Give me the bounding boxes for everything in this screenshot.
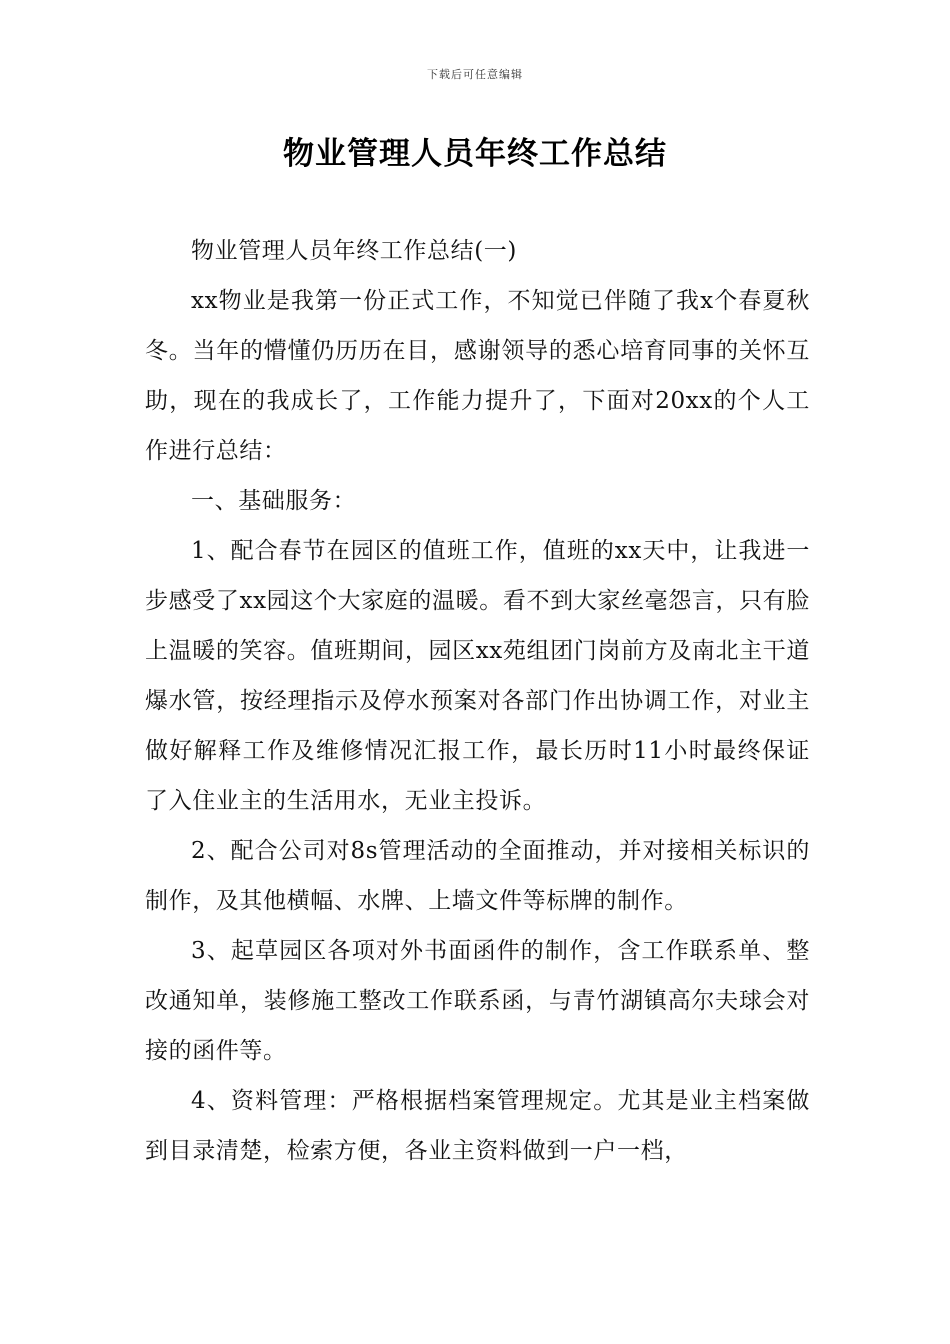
subtitle-paragraph: 物业管理人员年终工作总结(一) [191, 238, 517, 264]
header-note: 下载后可任意编辑 [427, 68, 523, 81]
item-paragraph-4: 4、资料管理：严格根据档案管理规定。尤其是业主档案做到目录清楚，检索方便，各业主资料做到一户一档， [145, 1088, 810, 1164]
document-title: 物业管理人员年终工作总结 [283, 136, 667, 172]
intro-paragraph: xx物业是我第一份正式工作，不知觉已伴随了我x个春夏秋冬。当年的懵懂仍历历在目，感谢领导的悉心培育同事的关怀互助，现在的我成长了，工作能力提升了，下面对20xx的个人工作进行总结： [145, 288, 810, 464]
document-body [145, 226, 810, 1176]
item-paragraph-1: 1、配合春节在园区的值班工作，值班的xx天中，让我进一步感受了xx园这个大家庭的温暖。看不到大家丝毫怨言，只有脸上温暖的笑容。值班期间，园区xx苑组团门岗前方及南北主干道爆水管，按经理指示及停水预案对各部门作出协调工作，对业主做好解释工作及维修情况汇报工作，最长历时11小时最终保证了入住业主的生活用水，无业主投诉。 [145, 538, 810, 814]
item-paragraph-3: 3、起草园区各项对外书面函件的制作，含工作联系单、整改通知单，装修施工整改工作联系函，与青竹湖镇高尔夫球会对接的函件等。 [145, 938, 810, 1064]
section-heading: 一、基础服务： [191, 488, 357, 514]
item-paragraph-2: 2、配合公司对8s管理活动的全面推动，并对接相关标识的制作，及其他横幅、水牌、上墙文件等标牌的制作。 [145, 838, 810, 914]
